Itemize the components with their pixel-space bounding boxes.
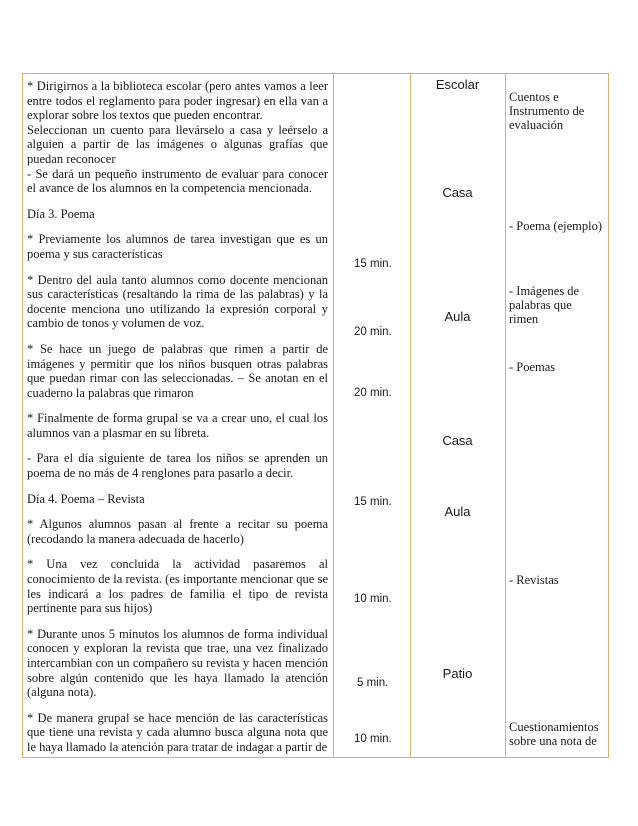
resource-cell: - Poemas [509, 360, 556, 374]
column-divider [333, 74, 334, 757]
activity-paragraph: * Dirigirnos a la biblioteca escolar (pero antes vamos a leer entre todos el reglamento para poder ingresar) en ella van a explorar sobre los textos que pueden encontrar. [27, 79, 328, 123]
activities-column [27, 79, 328, 755]
resource-cell: - Poema (ejemplo) [509, 219, 603, 233]
activity-paragraph: Seleccionan un cuento para llevárselo a casa y leérselo a alguien a partir de las imágenes o algunas grafías que puedan reconocer [27, 122, 328, 166]
time-cell: 20 min. [354, 326, 392, 338]
resource-cell: - Revistas [509, 573, 559, 587]
activity-paragraph: * Se hace un juego de palabras que rimen a partir de imágenes y permitir que los niños busquen otras palabras que puedan rimar con las seleccionadas. – Se anotan en el cuaderno la palabras que rimaron [27, 341, 328, 400]
time-cell: 5 min. [357, 677, 389, 689]
time-cell: 10 min. [354, 593, 392, 605]
time-cell: 15 min. [354, 258, 392, 270]
activity-paragraph: - Se dará un pequeño instrumento de evaluar para conocer el avance de los alumnos en la competencia mencionada. [27, 166, 328, 196]
place-cell: Casa [442, 433, 473, 448]
activity-paragraph: * Finalmente de forma grupal se va a crear uno, el cual los alumnos van a plasmar en su libreta. [27, 411, 328, 440]
place-cell: Escolar [435, 77, 480, 92]
place-cell: Aula [444, 504, 471, 519]
time-cell: 20 min. [354, 387, 392, 399]
resource-cell: Cuentos e Instrumento de evaluación [509, 90, 585, 132]
time-cell: 15 min. [354, 496, 392, 508]
day-heading: Día 3. Poema [27, 206, 95, 221]
activity-paragraph: * Dentro del aula tanto alumnos como docente mencionan sus características (resaltando la rima de las palabras) y la docente menciona uno utilizando la expresión corporal y cambio de tonos y volumen de voz. [27, 272, 328, 331]
column-divider [410, 74, 411, 757]
activity-paragraph: * Durante unos 5 minutos los alumnos de forma individual conocen y exploran la revista que trae, una vez finalizado intercambian con un compañero su revista y hacen mención sobre algún contenido que les haya llamado la atención (alguna nota). [27, 626, 328, 700]
place-cell: Aula [444, 309, 471, 324]
activity-paragraph: * Previamente los alumnos de tarea investigan que es un poema y sus características [27, 232, 328, 261]
activity-paragraph: * De manera grupal se hace mención de las características que tiene una revista y cada alumno busca alguna nota que le haya llamado la atención para tratar de indagar a partir de [27, 710, 328, 754]
resource-cell: Cuestionamientos sobre una nota de [509, 720, 599, 748]
resource-cell: - Imágenes de palabras que rimen [509, 284, 580, 326]
activity-paragraph: - Para el día siguiente de tarea los niños se aprenden un poema de no más de 4 renglones para pasarlo a decir. [27, 451, 328, 481]
activity-paragraph: * Una vez concluida la actividad pasaremos al conocimiento de la revista. (es importante mencionar que se les indicará a los padres de familia el tipo de revista pertinente para sus hijos) [27, 557, 328, 616]
time-cell: 10 min. [354, 733, 392, 745]
activity-paragraph: * Algunos alumnos pasan al frente a recitar su poema (recodando la manera adecuada de hacerlo) [27, 517, 328, 546]
day-heading: Día 4. Poema – Revista [27, 491, 145, 506]
lesson-plan-table [22, 73, 609, 758]
column-divider [505, 74, 506, 757]
place-cell: Casa [442, 185, 473, 200]
place-cell: Patio [442, 666, 473, 681]
